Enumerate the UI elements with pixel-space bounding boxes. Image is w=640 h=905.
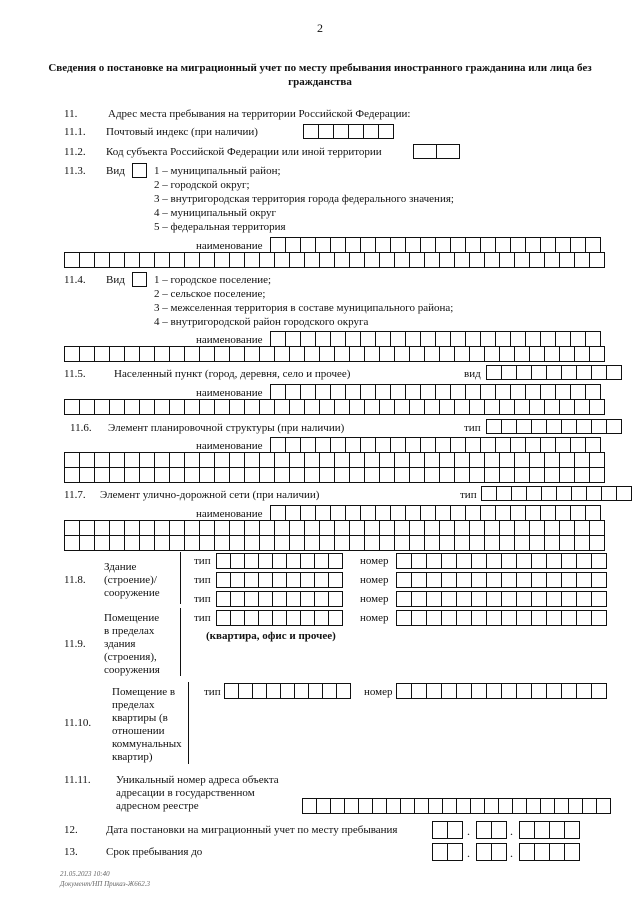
region-code-label: Код субъекта Российской Федерации или иной территории <box>106 146 382 158</box>
date-separator: . <box>467 846 470 860</box>
stay-until-year[interactable] <box>519 843 580 861</box>
building-number-cells-1[interactable] <box>396 553 607 569</box>
date-separator: . <box>510 824 513 838</box>
section-11-3-number: 11.3. <box>64 165 86 177</box>
municipality-type-option-4: 4 – муниципальный округ <box>154 207 277 219</box>
premises-number-label: номер <box>360 612 389 624</box>
building-type-label-3: тип <box>194 593 211 605</box>
settlement-type-option-2: 2 – сельское поселение; <box>154 288 266 300</box>
locality-type-label: вид <box>464 368 481 380</box>
building-number-cells-2[interactable] <box>396 572 607 588</box>
settlement-type-option-1: 1 – городское поселение; <box>154 274 272 286</box>
street-label: Элемент улично-дорожной сети (при наличии) <box>100 489 320 501</box>
premises-label-line5: сооружения <box>104 664 160 676</box>
section-11-7-number: 11.7. <box>64 489 86 501</box>
region-code-cells[interactable] <box>413 144 460 159</box>
premises-bracket <box>180 608 181 676</box>
type-label: Вид <box>106 274 125 286</box>
settlement-type-option-4: 4 – внутригородской район городского округа <box>154 316 369 328</box>
premises-label-line1: Помещение <box>104 612 160 624</box>
building-type-cells-1[interactable] <box>216 553 343 569</box>
locality-type-cells[interactable] <box>486 365 622 380</box>
building-label-line2: (строение)/ <box>104 574 157 586</box>
fias-number-cells[interactable] <box>302 798 611 814</box>
section-11-10-number: 11.10. <box>64 717 92 729</box>
street-type-cells[interactable] <box>481 486 632 501</box>
street-name-cells-rows[interactable] <box>64 520 605 551</box>
stay-until-label: Срок пребывания до <box>106 846 203 858</box>
date-separator: . <box>467 824 470 838</box>
room-type-label: тип <box>204 686 221 698</box>
premises-label-line3: здания <box>104 638 136 650</box>
section-11-9-number: 11.9. <box>64 638 86 650</box>
postal-code-label: Почтовый индекс (при наличии) <box>106 126 258 138</box>
postal-code-cells[interactable] <box>303 124 394 139</box>
planning-structure-type-label: тип <box>464 422 481 434</box>
premises-type-label: тип <box>194 612 211 624</box>
section-13-number: 13. <box>64 846 78 858</box>
fias-label-line2: адресации в государственном <box>116 787 255 799</box>
premises-type-note: (квартира, офис и прочее) <box>206 630 336 642</box>
building-bracket <box>180 552 181 604</box>
room-type-cells[interactable] <box>224 683 351 699</box>
street-name-cells-row1[interactable] <box>270 505 601 521</box>
stay-until-month[interactable] <box>476 843 507 861</box>
section-11-11-number: 11.11. <box>64 774 91 786</box>
premises-type-cells[interactable] <box>216 610 343 626</box>
type-label: Вид <box>106 165 125 177</box>
premises-label-line2: в пределах <box>104 625 155 637</box>
building-type-cells-3[interactable] <box>216 591 343 607</box>
locality-name-cells-row2[interactable] <box>64 399 605 415</box>
footer-line-2: Документ/НП Приказ-Ж662.3 <box>60 880 150 888</box>
room-label-line2: пределах <box>112 699 155 711</box>
street-type-label: тип <box>460 489 477 501</box>
planning-structure-type-cells[interactable] <box>486 419 622 434</box>
room-label-line1: Помещение в <box>112 686 176 698</box>
room-label-line4: отношении <box>112 725 165 737</box>
settlement-name-cells-row1[interactable] <box>270 331 601 347</box>
premises-number-cells[interactable] <box>396 610 607 626</box>
municipality-name-cells-row2[interactable] <box>64 252 605 268</box>
form-title: Сведения о постановке на миграционный учет по месту пребывания иностранного гражданина или лица без гражданства <box>48 62 592 88</box>
name-label: наименование <box>196 240 263 252</box>
building-number-label-3: номер <box>360 593 389 605</box>
planning-structure-name-cells-rows[interactable] <box>64 452 605 483</box>
building-type-cells-2[interactable] <box>216 572 343 588</box>
room-label-line5: коммунальных <box>112 738 182 750</box>
stay-until-day[interactable] <box>432 843 463 861</box>
premises-label-line4: (строения), <box>104 651 157 663</box>
building-label-line3: сооружение <box>104 587 160 599</box>
settlement-name-cells-row2[interactable] <box>64 346 605 362</box>
section-11-2-number: 11.2. <box>64 146 86 158</box>
settlement-type-option-3: 3 – межселенная территория в составе муниципального района; <box>154 302 454 314</box>
section-11-8-number: 11.8. <box>64 574 86 586</box>
registration-date-year[interactable] <box>519 821 580 839</box>
building-label-line1: Здание <box>104 561 137 573</box>
section-11-1-number: 11.1. <box>64 126 86 138</box>
name-label: наименование <box>196 387 263 399</box>
section-11-5-number: 11.5. <box>64 368 86 380</box>
room-bracket <box>188 682 189 764</box>
page-number: 2 <box>317 21 323 35</box>
building-number-cells-3[interactable] <box>396 591 607 607</box>
building-number-label-1: номер <box>360 555 389 567</box>
room-label-line3: квартиры (в <box>112 712 168 724</box>
section-11-number: 11. <box>64 108 78 120</box>
room-label-line6: квартир) <box>112 751 153 763</box>
municipality-type-option-3: 3 – внутригородская территория города федерального значения; <box>154 193 454 205</box>
fias-label-line1: Уникальный номер адреса объекта <box>116 774 279 786</box>
municipality-name-cells-row1[interactable] <box>270 237 601 253</box>
room-number-cells[interactable] <box>396 683 607 699</box>
settlement-type-box[interactable] <box>132 272 147 287</box>
section-11-label: Адрес места пребывания на территории Российской Федерации: <box>108 108 411 120</box>
name-label: наименование <box>196 508 263 520</box>
building-type-label-1: тип <box>194 555 211 567</box>
registration-date-month[interactable] <box>476 821 507 839</box>
municipality-type-option-1: 1 – муниципальный район; <box>154 165 281 177</box>
building-type-label-2: тип <box>194 574 211 586</box>
locality-label: Населенный пункт (город, деревня, село и прочее) <box>114 368 351 380</box>
room-number-label: номер <box>364 686 393 698</box>
section-11-4-number: 11.4. <box>64 274 86 286</box>
name-label: наименование <box>196 440 263 452</box>
municipality-type-option-5: 5 – федеральная территория <box>154 221 286 233</box>
building-number-label-2: номер <box>360 574 389 586</box>
registration-date-day[interactable] <box>432 821 463 839</box>
name-label: наименование <box>196 334 263 346</box>
planning-structure-name-cells-row1[interactable] <box>270 437 601 453</box>
fias-label-line3: адресном реестре <box>116 800 199 812</box>
planning-structure-label: Элемент планировочной структуры (при наличии) <box>108 422 345 434</box>
municipality-type-box[interactable] <box>132 163 147 178</box>
section-11-6-number: 11.6. <box>70 422 92 434</box>
date-separator: . <box>510 846 513 860</box>
municipality-type-option-2: 2 – городской округ; <box>154 179 250 191</box>
section-12-number: 12. <box>64 824 78 836</box>
registration-date-label: Дата постановки на миграционный учет по месту пребывания <box>106 824 398 836</box>
footer-line-1: 21.05.2023 10:40 <box>60 870 110 878</box>
locality-name-cells-row1[interactable] <box>270 384 601 400</box>
